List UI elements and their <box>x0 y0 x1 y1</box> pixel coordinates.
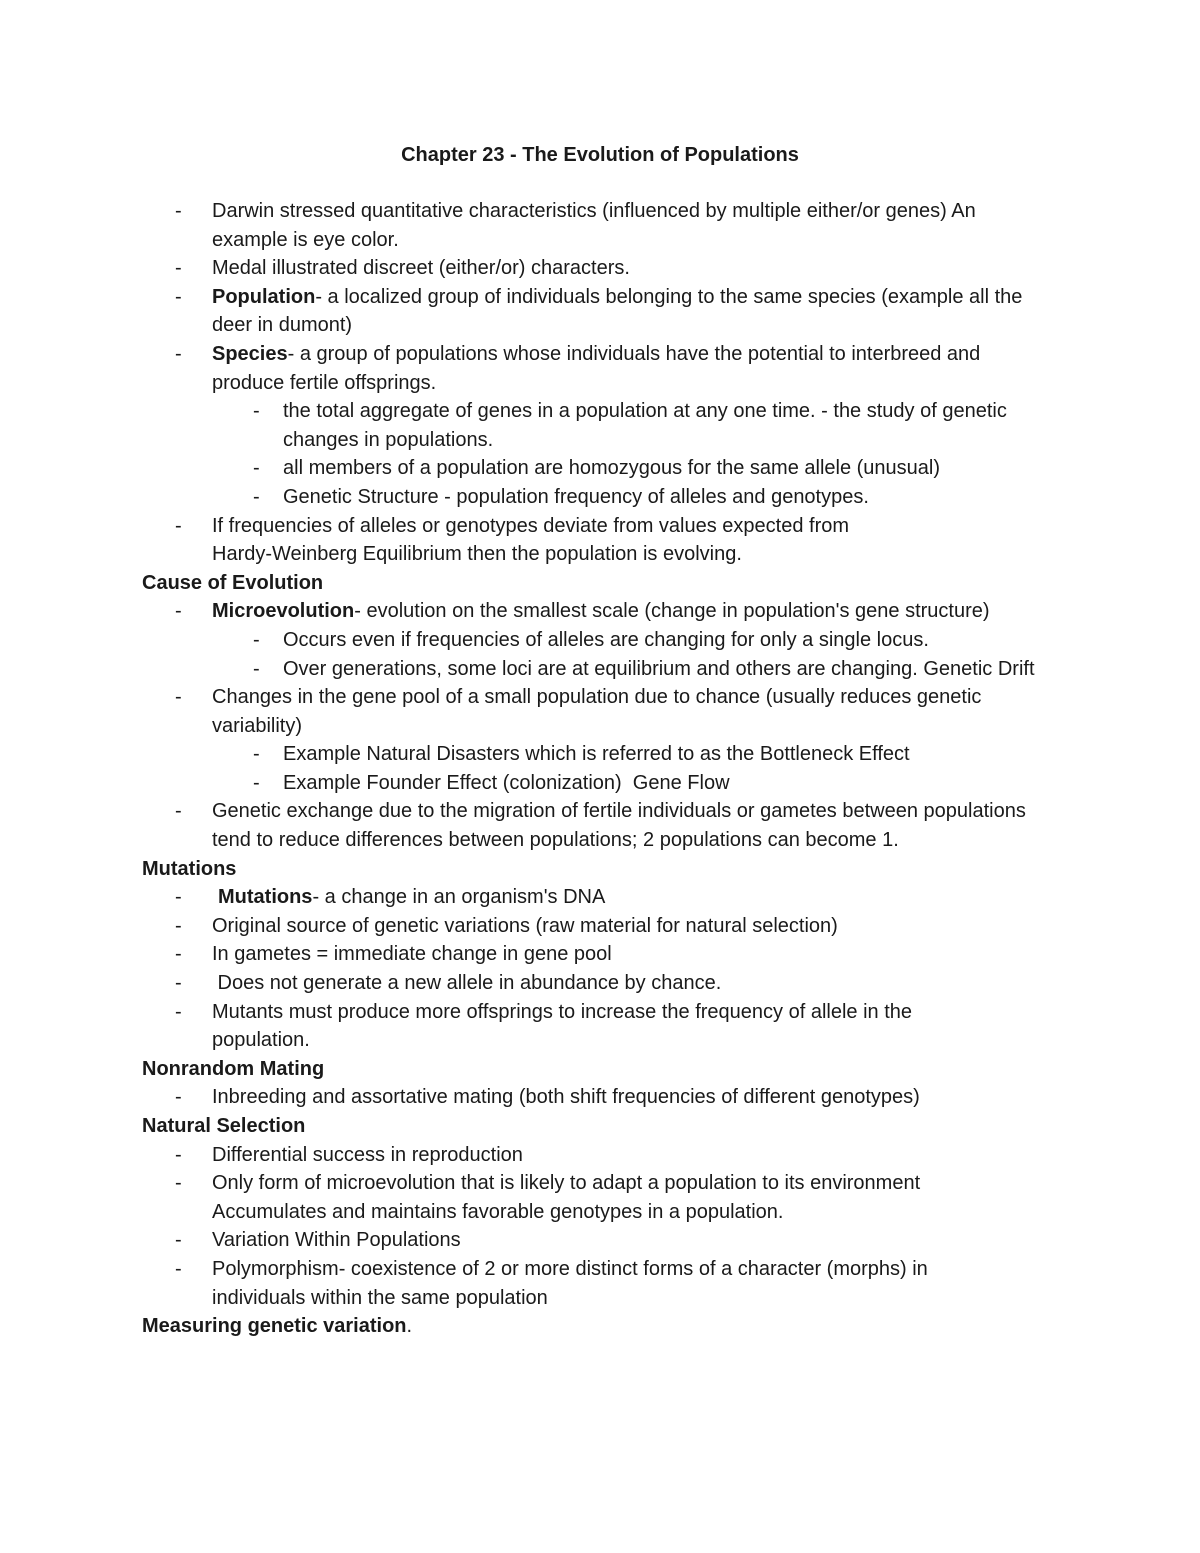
bullet-dash: - <box>175 914 182 937</box>
sub-list-item <box>0 740 1063 769</box>
item-text: Changes in the gene pool of a small population due to chance (usually reduces genetic variability) <box>212 686 982 737</box>
section-heading-mutations: Mutations <box>142 857 237 880</box>
list-item <box>0 912 1052 941</box>
sub-list-item <box>0 483 1063 512</box>
term-mutations: Mutations <box>218 886 313 909</box>
item-text: - a localized group of individuals belonging to the same species (example all the deer in dumont) <box>212 285 1023 337</box>
item-text: Genetic exchange due to the migration of fertile individuals or gametes between populations tend to reduce differences between populations; 2 populations can become 1. <box>212 800 1026 852</box>
bullet-dash: - <box>175 600 182 623</box>
item-text: Differential success in reproduction <box>212 1143 523 1166</box>
bullet-dash: - <box>253 485 260 508</box>
section-heading-natural-selection: Natural Selection <box>142 1115 306 1137</box>
bullet-dash: - <box>253 457 260 480</box>
item-text: Darwin stressed quantitative characteristics (influenced by multiple either/or genes) An example is eye color. <box>212 200 976 251</box>
item-text: Original source of genetic variations (raw material for natural selection) <box>212 914 838 937</box>
item-text: - evolution on the smallest scale (change in population's gene structure) <box>354 600 990 623</box>
list-item <box>0 969 1052 998</box>
sub-list-item <box>0 769 1063 798</box>
item-text: Medal illustrated discreet (either/or) characters. <box>212 257 630 280</box>
measuring-heading-text: Measuring genetic variation <box>142 1315 407 1338</box>
sub-list-item <box>0 397 1063 454</box>
section-heading-cause: Cause of Evolution <box>142 571 324 594</box>
bullet-dash: - <box>253 657 260 680</box>
list-item <box>0 512 912 569</box>
bullet-dash: - <box>253 628 260 651</box>
item-text: Only form of microevolution that is likely to adapt a population to its environment Accumulates and maintains favorable genotypes in a population. <box>212 1172 921 1223</box>
list-item <box>0 1255 1012 1312</box>
bullet-dash: - <box>175 1143 182 1166</box>
item-text: Occurs even if frequencies of alleles are changing for only a single locus. <box>283 628 929 651</box>
item-text: - a change in an organism's DNA <box>312 886 606 909</box>
section-heading-nonrandom: Nonrandom Mating <box>142 1057 325 1080</box>
list-item <box>0 1226 1052 1255</box>
list-item <box>0 1169 1002 1226</box>
bullet-dash: - <box>253 400 260 423</box>
list-item <box>0 197 1052 254</box>
bullet-dash: - <box>175 514 182 537</box>
term-population: Population <box>212 285 316 308</box>
bullet-dash: - <box>175 943 182 966</box>
item-text: Does not generate a new allele in abundance by chance. <box>212 972 722 995</box>
bullet-dash: - <box>175 886 182 909</box>
bullet-dash: - <box>175 1000 182 1023</box>
bullet-dash: - <box>175 972 182 995</box>
bullet-dash: - <box>175 800 182 823</box>
list-item <box>0 883 1052 912</box>
bullet-dash: - <box>175 257 182 280</box>
bullet-dash: - <box>175 200 182 222</box>
item-text: In gametes = immediate change in gene pool <box>212 943 612 966</box>
list-item <box>0 940 1052 969</box>
sub-list-item <box>0 655 1063 684</box>
term-microevolution: Microevolution <box>212 600 355 623</box>
list-item <box>0 254 1052 283</box>
term-species: Species <box>212 342 288 365</box>
measuring-heading-period: . <box>406 1315 413 1338</box>
bullet-dash: - <box>175 1172 182 1195</box>
item-text: Over generations, some loci are at equilibrium and others are changing. Genetic Drift <box>283 657 1035 680</box>
bullet-dash: - <box>175 285 182 308</box>
item-text: the total aggregate of genes in a population at any one time. - the study of genetic changes in populations. <box>283 400 1007 451</box>
list-item <box>0 1083 1112 1112</box>
list-item <box>0 340 1052 397</box>
item-text: Polymorphism- coexistence of 2 or more distinct forms of a character (morphs) in individuals within the same population <box>212 1257 928 1309</box>
section-heading-measuring <box>0 1312 1200 1341</box>
bullet-dash: - <box>175 1086 182 1109</box>
page-title: Chapter 23 - The Evolution of Populations <box>401 144 799 166</box>
notes-body <box>0 197 1200 1341</box>
list-item <box>0 283 1052 340</box>
item-text: Example Founder Effect (colonization) Gene Flow <box>283 771 730 794</box>
sub-list-item <box>0 454 1063 483</box>
bullet-dash: - <box>175 1229 182 1252</box>
item-text: Genetic Structure - population frequency of alleles and genotypes. <box>283 485 869 508</box>
list-item <box>0 998 992 1055</box>
list-item <box>0 1141 1052 1170</box>
item-text: Variation Within Populations <box>212 1229 461 1252</box>
item-text: - a group of populations whose individuals have the potential to interbreed and produce fertile offsprings. <box>212 342 981 394</box>
bullet-dash: - <box>253 771 260 794</box>
bullet-dash: - <box>175 342 182 365</box>
bullet-dash: - <box>175 686 182 709</box>
item-text: Example Natural Disasters which is referred to as the Bottleneck Effect <box>283 743 910 766</box>
list-item <box>0 683 1052 740</box>
bullet-dash: - <box>253 743 260 766</box>
item-text: If frequencies of alleles or genotypes deviate from values expected from Hardy-Weinberg Equilibrium then the population is evolving. <box>212 514 850 566</box>
item-text: Mutants must produce more offsprings to increase the frequency of allele in the population. <box>212 1000 913 1052</box>
bullet-dash: - <box>175 1257 182 1280</box>
item-text: Inbreeding and assortative mating (both shift frequencies of different genotypes) <box>212 1086 920 1109</box>
item-text: all members of a population are homozygous for the same allele (unusual) <box>283 457 941 480</box>
list-item <box>0 797 1052 854</box>
list-item <box>0 597 1112 626</box>
sub-list-item <box>0 626 1063 655</box>
